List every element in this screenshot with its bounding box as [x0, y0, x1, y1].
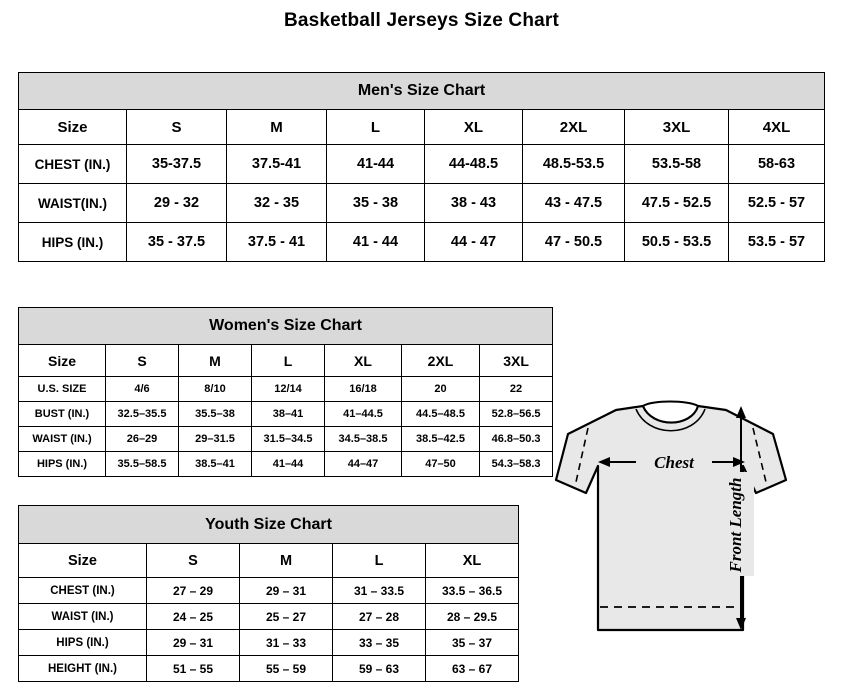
table-cell: 35.5–58.5 [106, 452, 179, 477]
table-cell: 58-63 [729, 145, 825, 184]
table-cell: 34.5–38.5 [325, 427, 402, 452]
mens-header-cell: L [327, 110, 425, 145]
table-cell: 38.5–41 [179, 452, 252, 477]
mens-size-chart-table [18, 72, 825, 262]
womens-header-cell: 3XL [480, 345, 553, 377]
mens-header-cell: XL [425, 110, 523, 145]
womens-header-cell: L [252, 345, 325, 377]
table-cell: 38–41 [252, 402, 325, 427]
womens-header-cell: Size [19, 345, 106, 377]
table-cell: 35-37.5 [127, 145, 227, 184]
row-label: CHEST (IN.) [19, 145, 127, 184]
womens-header-cell: S [106, 345, 179, 377]
row-label: WAIST(IN.) [19, 184, 127, 223]
table-cell: 41–44.5 [325, 402, 402, 427]
table-cell: 41-44 [327, 145, 425, 184]
table-cell: 35 - 38 [327, 184, 425, 223]
table-row [19, 656, 519, 682]
table-cell: 29 - 32 [127, 184, 227, 223]
table-cell: 59 – 63 [333, 656, 426, 682]
table-cell: 43 - 47.5 [523, 184, 625, 223]
youth-size-chart-table [18, 505, 519, 682]
mens-header-row [19, 110, 825, 145]
table-row [19, 145, 825, 184]
table-cell: 41 - 44 [327, 223, 425, 262]
youth-header-cell: L [333, 544, 426, 578]
table-cell: 20 [402, 377, 480, 402]
youth-caption: Youth Size Chart [19, 506, 519, 544]
womens-size-chart-table [18, 307, 553, 477]
table-cell: 53.5-58 [625, 145, 729, 184]
table-cell: 12/14 [252, 377, 325, 402]
table-cell: 44-48.5 [425, 145, 523, 184]
table-row [19, 604, 519, 630]
table-cell: 41–44 [252, 452, 325, 477]
youth-header-cell: XL [426, 544, 519, 578]
youth-header-cell: S [147, 544, 240, 578]
table-row [19, 427, 553, 452]
row-label: HIPS (IN.) [19, 223, 127, 262]
chest-label: Chest [654, 453, 694, 472]
table-cell: 27 – 29 [147, 578, 240, 604]
table-row [19, 377, 553, 402]
youth-header-cell: Size [19, 544, 147, 578]
table-cell: 37.5 - 41 [227, 223, 327, 262]
table-cell: 32.5–35.5 [106, 402, 179, 427]
table-cell: 52.5 - 57 [729, 184, 825, 223]
table-cell: 52.8–56.5 [480, 402, 553, 427]
row-label: HIPS (IN.) [19, 452, 106, 477]
table-cell: 29 – 31 [147, 630, 240, 656]
table-cell: 22 [480, 377, 553, 402]
row-label: U.S. SIZE [19, 377, 106, 402]
mens-caption-row [19, 73, 825, 110]
jersey-measurement-diagram [528, 362, 833, 677]
womens-caption-row [19, 308, 553, 345]
table-cell: 53.5 - 57 [729, 223, 825, 262]
table-cell: 28 – 29.5 [426, 604, 519, 630]
table-cell: 47 - 50.5 [523, 223, 625, 262]
womens-header-row [19, 345, 553, 377]
mens-header-cell: M [227, 110, 327, 145]
table-cell: 54.3–58.3 [480, 452, 553, 477]
page-title: Basketball Jerseys Size Chart [283, 10, 560, 31]
table-cell: 24 – 25 [147, 604, 240, 630]
mens-header-cell: Size [19, 110, 127, 145]
table-row [19, 578, 519, 604]
table-cell: 47.5 - 52.5 [625, 184, 729, 223]
table-cell: 29–31.5 [179, 427, 252, 452]
table-cell: 51 – 55 [147, 656, 240, 682]
table-cell: 35.5–38 [179, 402, 252, 427]
table-cell: 26–29 [106, 427, 179, 452]
youth-header-cell: M [240, 544, 333, 578]
table-row [19, 402, 553, 427]
womens-header-cell: XL [325, 345, 402, 377]
table-row [19, 630, 519, 656]
table-cell: 32 - 35 [227, 184, 327, 223]
table-cell: 31.5–34.5 [252, 427, 325, 452]
table-cell: 31 – 33 [240, 630, 333, 656]
table-cell: 44–47 [325, 452, 402, 477]
row-label: CHEST (IN.) [19, 578, 147, 604]
table-row [19, 452, 553, 477]
table-cell: 38.5–42.5 [402, 427, 480, 452]
table-cell: 50.5 - 53.5 [625, 223, 729, 262]
table-cell: 29 – 31 [240, 578, 333, 604]
row-label: HEIGHT (IN.) [19, 656, 147, 682]
table-cell: 63 – 67 [426, 656, 519, 682]
womens-header-cell: 2XL [402, 345, 480, 377]
mens-header-cell: 2XL [523, 110, 625, 145]
table-cell: 33 – 35 [333, 630, 426, 656]
table-row [19, 223, 825, 262]
table-cell: 38 - 43 [425, 184, 523, 223]
mens-header-cell: S [127, 110, 227, 145]
table-cell: 4/6 [106, 377, 179, 402]
front-length-label: Front Length [726, 477, 745, 573]
womens-caption: Women's Size Chart [19, 308, 553, 345]
table-cell: 35 – 37 [426, 630, 519, 656]
table-cell: 47–50 [402, 452, 480, 477]
row-label: WAIST (IN.) [19, 427, 106, 452]
row-label: HIPS (IN.) [19, 630, 147, 656]
table-cell: 44 - 47 [425, 223, 523, 262]
table-cell: 44.5–48.5 [402, 402, 480, 427]
table-row [19, 184, 825, 223]
womens-header-cell: M [179, 345, 252, 377]
youth-header-row [19, 544, 519, 578]
table-cell: 48.5-53.5 [523, 145, 625, 184]
mens-header-cell: 4XL [729, 110, 825, 145]
table-cell: 35 - 37.5 [127, 223, 227, 262]
mens-caption: Men's Size Chart [19, 73, 825, 110]
table-cell: 37.5-41 [227, 145, 327, 184]
row-label: BUST (IN.) [19, 402, 106, 427]
row-label: WAIST (IN.) [19, 604, 147, 630]
table-cell: 25 – 27 [240, 604, 333, 630]
table-cell: 8/10 [179, 377, 252, 402]
table-cell: 27 – 28 [333, 604, 426, 630]
mens-header-cell: 3XL [625, 110, 729, 145]
table-cell: 31 – 33.5 [333, 578, 426, 604]
table-cell: 16/18 [325, 377, 402, 402]
table-cell: 55 – 59 [240, 656, 333, 682]
table-cell: 33.5 – 36.5 [426, 578, 519, 604]
youth-caption-row [19, 506, 519, 544]
table-cell: 46.8–50.3 [480, 427, 553, 452]
